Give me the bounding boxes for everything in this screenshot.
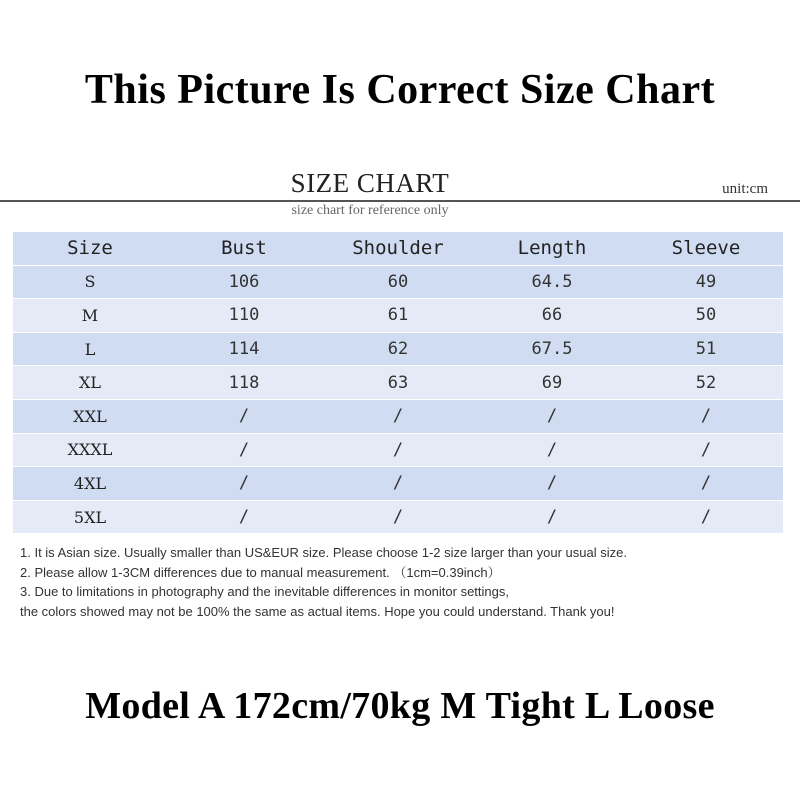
size-cell: 4XL <box>13 467 167 501</box>
header-length: Length <box>475 232 629 265</box>
unit-label: unit:cm <box>722 181 768 197</box>
sleeve-cell: / <box>629 399 783 433</box>
shoulder-cell: / <box>321 467 475 501</box>
page-headline: This Picture Is Correct Size Chart <box>84 67 716 113</box>
size-chart-subtitle: size chart for reference only <box>291 203 449 218</box>
length-cell: 66 <box>475 299 629 333</box>
length-cell: 67.5 <box>475 332 629 366</box>
table-row <box>13 399 783 433</box>
table-header-row <box>13 232 783 265</box>
table-row <box>13 299 783 333</box>
shoulder-cell: 62 <box>321 332 475 366</box>
shoulder-cell: 61 <box>321 299 475 333</box>
size-cell: L <box>13 332 167 366</box>
note-item: 2. Please allow 1-3CM differences due to manual measurement. （1cm=0.39inch） <box>20 564 501 580</box>
shoulder-cell: / <box>321 399 475 433</box>
table-row <box>13 265 783 299</box>
sleeve-cell: / <box>629 500 783 534</box>
note-item: 3. Due to limitations in photography and the inevitable differences in monitor settings, <box>20 584 509 599</box>
sleeve-cell: 51 <box>629 332 783 366</box>
bust-cell: 114 <box>167 332 321 366</box>
sleeve-cell: 49 <box>629 265 783 299</box>
size-cell: S <box>13 265 167 299</box>
bust-cell: 118 <box>167 366 321 400</box>
note-item: the colors showed may not be 100% the same as actual items. Hope you could understand. Thank you! <box>20 603 615 619</box>
header-bust: Bust <box>167 232 321 265</box>
table-row <box>13 332 783 366</box>
header-sleeve: Sleeve <box>629 232 783 265</box>
length-cell: 64.5 <box>475 265 629 299</box>
bust-cell: 106 <box>167 265 321 299</box>
note-item: 1. It is Asian size. Usually smaller than US&EUR size. Please choose 1-2 size larger than your usual size. <box>20 545 627 560</box>
bust-cell: / <box>167 500 321 534</box>
length-cell: / <box>475 467 629 501</box>
shoulder-cell: 60 <box>321 265 475 299</box>
length-cell: / <box>475 433 629 467</box>
size-table <box>13 232 783 534</box>
sleeve-cell: / <box>629 433 783 467</box>
size-cell: M <box>13 299 167 333</box>
shoulder-cell: / <box>321 433 475 467</box>
size-notes <box>20 543 790 621</box>
sleeve-cell: 50 <box>629 299 783 333</box>
bust-cell: / <box>167 467 321 501</box>
sleeve-cell: 52 <box>629 366 783 400</box>
bust-cell: 110 <box>167 299 321 333</box>
size-chart-title: SIZE CHART <box>290 168 450 198</box>
bust-cell: / <box>167 433 321 467</box>
divider-line <box>0 200 800 202</box>
bust-cell: / <box>167 399 321 433</box>
shoulder-cell: 63 <box>321 366 475 400</box>
table-row <box>13 433 783 467</box>
model-info-headline: Model A 172cm/70kg M Tight L Loose <box>85 685 715 727</box>
size-cell: XXXL <box>13 433 167 467</box>
length-cell: / <box>475 500 629 534</box>
table-row <box>13 500 783 534</box>
header-shoulder: Shoulder <box>321 232 475 265</box>
size-cell: XXL <box>13 399 167 433</box>
size-cell: 5XL <box>13 500 167 534</box>
table-row <box>13 467 783 501</box>
length-cell: / <box>475 399 629 433</box>
shoulder-cell: / <box>321 500 475 534</box>
size-cell: XL <box>13 366 167 400</box>
length-cell: 69 <box>475 366 629 400</box>
sleeve-cell: / <box>629 467 783 501</box>
header-size: Size <box>13 232 167 265</box>
table-row <box>13 366 783 400</box>
